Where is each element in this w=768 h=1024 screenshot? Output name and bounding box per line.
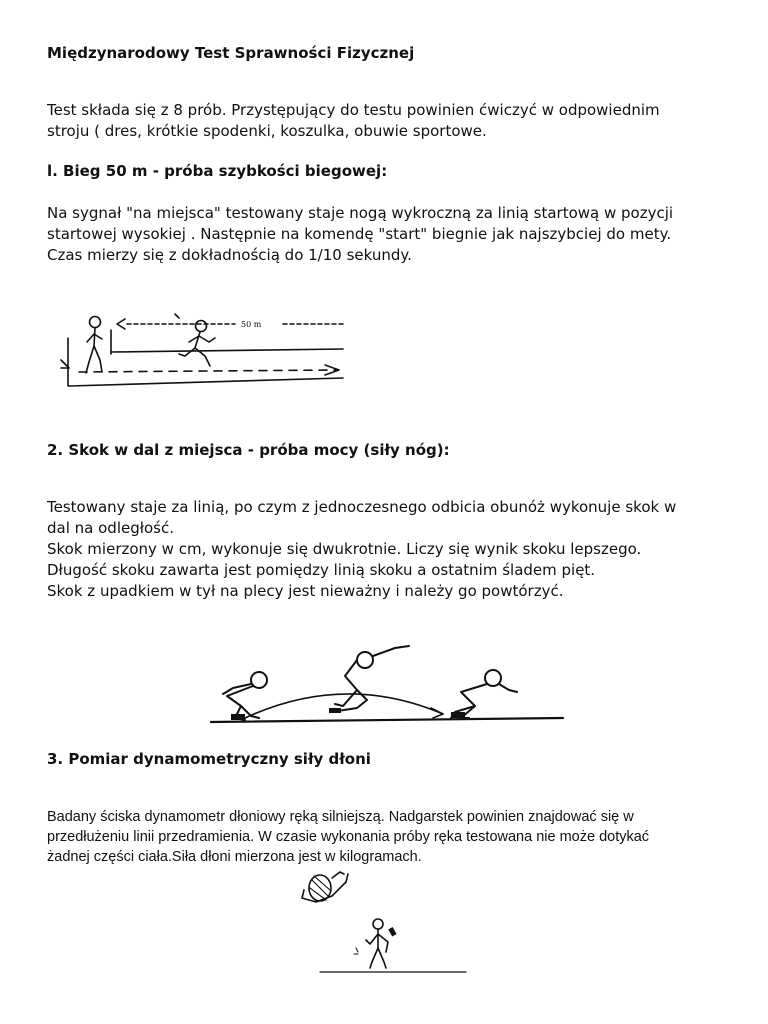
section-1-paragraph (47, 203, 673, 266)
intro-line: stroju ( dres, krótkie spodenki, koszulka, obuwie sportowe. (47, 122, 487, 140)
paragraph-line: Testowany staje za linią, po czym z jednoczesnego odbicia obunóż wykonuje skok w (47, 498, 677, 516)
distance-label: 50 m (241, 320, 262, 329)
paragraph-line: Na sygnał "na miejsca" testowany staje nogą wykroczną za linią startową w pozycji (47, 204, 674, 222)
paragraph-line: startowej wysokiej . Następnie na komendę "start" biegnie jak najszybciej do mety. (47, 225, 672, 243)
sprint-illustration (55, 308, 355, 398)
paragraph-line: Czas mierzy się z dokładnością do 1/10 sekundy. (47, 246, 412, 264)
section-3-paragraph (47, 807, 649, 867)
paragraph-line: przedłużeniu linii przedramienia. W czasie wykonania próby ręka testowana nie może dotykać (47, 829, 650, 845)
section-2-heading: 2. Skok w dal z miejsca - próba mocy (siły nóg): (47, 441, 450, 459)
page-title: Międzynarodowy Test Sprawności Fizycznej (47, 44, 415, 62)
section-2-paragraph (47, 497, 676, 602)
intro-paragraph (47, 100, 660, 142)
paragraph-line: Skok mierzony w cm, wykonuje się dwukrotnie. Liczy się wynik skoku lepszego. (47, 540, 642, 558)
long-jump-illustration (205, 642, 570, 728)
section-1-heading: l. Bieg 50 m - próba szybkości biegowej: (47, 162, 388, 180)
dynamometer-illustration (296, 868, 476, 978)
paragraph-line: Długość skoku zawarta jest pomiędzy linią skoku a ostatnim śladem pięt. (47, 561, 596, 579)
paragraph-line: żadnej części ciała.Siła dłoni mierzona jest w kilogramach. (47, 849, 422, 865)
intro-line: Test składa się z 8 prób. Przystępujący do testu powinien ćwiczyć w odpowiednim (47, 101, 660, 119)
section-3-heading: 3. Pomiar dynamometryczny siły dłoni (47, 750, 371, 768)
paragraph-line: Skok z upadkiem w tył na plecy jest nieważny i należy go powtórzyć. (47, 582, 564, 600)
paragraph-line: dal na odległość. (47, 519, 175, 537)
paragraph-line: Badany ściska dynamometr dłoniowy ręką silniejszą. Nadgarstek powinien znajdować się w (47, 809, 634, 825)
